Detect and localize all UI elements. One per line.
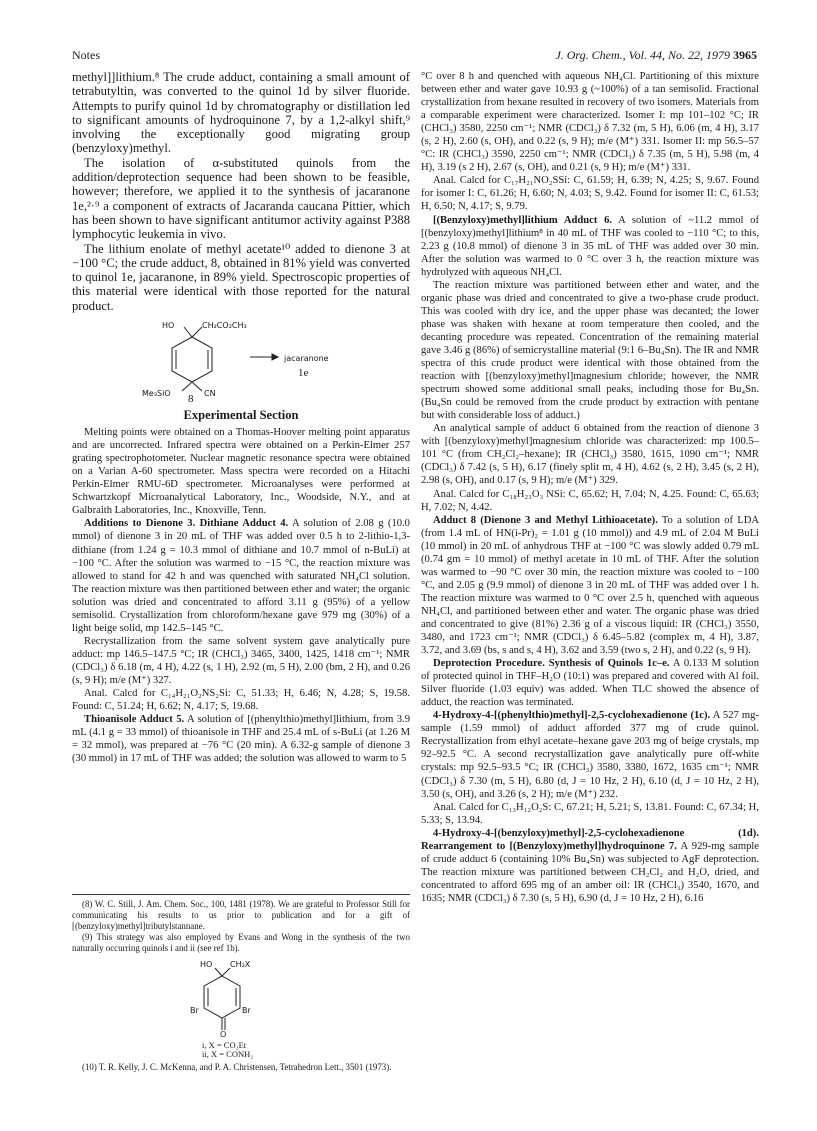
scheme-compound-8 [72, 317, 410, 406]
paragraph: Anal. Calcd for C₁₄H₂₁O₂NS₂Si: C, 51.33; H, 6.46; N, 4.28; S, 19.58. Found: C, 51.24; H, 6.62; N, 4.17; S, 19.68. [72, 688, 410, 713]
run-in-heading: 4-Hydroxy-4-[(phenylthio)methyl]-2,5-cyclohexadienone (1c). [433, 710, 711, 722]
running-head-left: Notes [72, 48, 100, 62]
paragraph: Deprotection Procedure. Synthesis of Quinols 1c–e. A 0.133 M solution of protected quinol in THF–H₂O (10:1) was prepared and covered with Al foil. Silver fluoride (1.03 equiv) was added. When TLC showed the absence of adduct, the reaction was terminated. [421, 658, 759, 709]
right-column [421, 70, 759, 905]
journal-citation: J. Org. Chem., Vol. 44, No. 22, 1979 [555, 48, 730, 62]
footnote-rule [72, 894, 410, 895]
footnote-structure [72, 958, 410, 1058]
compound-number: 8 [188, 393, 194, 406]
footnote: (8) W. C. Still, J. Am. Chem. Soc., 100, 1481 (1978). We are grateful to Professor Still for communicating his results to us prior to publication and for a gift of [(benzyloxy)methyl]tributylstannane. [72, 899, 410, 931]
section-title: Experimental Section [183, 408, 299, 423]
footnote: (9) This strategy was also employed by Evans and Wong in the synthesis of the two naturally occurring quinols i and ii (see ref 1b). [72, 932, 410, 954]
paragraph: The isolation of α-substituted quinols from the addition/deprotection sequence had been shown to be feasible, however; therefore, we applied it to the synthesis of jacaranone 1e,²·⁹ a component of extracts of Jacaranda caucana Pittier, which has been shown to have significant antitumor activity against P388 lymphocytic leukemia in vivo. [72, 155, 410, 242]
paragraph: 4-Hydroxy-4-[(benzyloxy)methyl]-2,5-cyclohexadienone (1d). Rearrangement to [(Benzyloxy)methyl]hydroquinone 7. A 929-mg sample of crude adduct 6 (containing 10% Bu₄Sn) was subjected to AgF deprotection. The reaction mixture was partitioned between CH₂Cl₂ and H₂O, dried, and concentrated to afford 695 mg of an amber oil: IR (CHCl₃) 3540, 1670, and 1635; NMR (CDCl₃) δ 7.30 (s, 5 H), 6.90 (d, J = 10 Hz, 2 H), 6.16 [421, 827, 760, 904]
paragraph: [(Benzyloxy)methyl]lithium Adduct 6. A solution of ~11.2 mmol of [(benzyloxy)methyl]lithium⁸ in 40 mL of THF was cooled to −110 °C; to this, 2.23 g (10.8 mmol) of dienone 3 in 35 mL of THF was added over 30 min. After the solution was warmed to 0 °C over 3 h, the reaction mixture was hydrolyzed with aqueous NH₄Cl. [421, 214, 760, 278]
product-name: jacaranone [284, 354, 329, 364]
product-number: 1e [298, 367, 309, 380]
run-in-heading: Adduct 8 (Dienone 3 and Methyl Lithioacetate). [433, 514, 658, 526]
paragraph: methyl]]lithium.⁸ The crude adduct, containing a small amount of tetrabutyltin, was converted to the quinol 1d by silver fluoride. Attempts to purify quinol 1d by chromatography or distillation led to significant amounts of hydroquinone 7, by a 1,2-alkyl shift,⁹ involving the exceptionally good migrating group (benzyloxy)methyl. [72, 70, 410, 156]
paragraph: Melting points were obtained on a Thomas-Hoover melting point apparatus and are uncorrected. Infrared spectra were obtained on a Perkin-Elmer 257 grating spectrophotometer. Nuclear magnetic resonance spectra were obtained on a Varian A-60 spectrometer. Mass spectra were recorded on a Hitachi Perkin-Elmer RMU-6D spectrometer. Microanalyses were performed at Schwartzkopf Microanalytical Laboratory, Inc., Woodside, N.Y., and at Galbraith Laboratories, Inc., Knoxville, Tenn. [72, 427, 410, 517]
paragraph: Additions to Dienone 3. Dithiane Adduct 4. A solution of 2.08 g (10.0 mmol) of dienone 3 in 20 mL of THF was added over 0.5 h to 2-lithio-1,3-dithiane (from 1.24 g = 10.3 mmol of dithiane and 10.7 mmol of n-BuLi) at −100 °C. After the solution was warmed to −15 °C, the reaction mixture was allowed to stand for 42 h and was quenched with saturated NH₄Cl solution. The reaction mixture was then partitioned between ether and water; the organic solution was dried and concentrated to afford 3.11 g (95%) of a yellow semisolid. Crystallization from chloroform/hexane gave 979 mg (30%) of a light beige solid, mp 142.5–145 °C. [72, 518, 410, 634]
paragraph: The lithium enolate of methyl acetate¹⁰ added to dienone 3 at −100 °C; the crude adduct, 8, obtained in 81% yield was converted to quinol 1e, jacaranone, in 89% yield. Spectroscopic properties of this material were identical with those reported for the natural product. [72, 241, 410, 313]
run-in-heading: Thioanisole Adduct 5. [84, 714, 185, 726]
label-ho: HO [162, 321, 175, 331]
page-number: 3965 [733, 48, 757, 62]
left-column [72, 70, 410, 765]
label-br: Br [190, 1005, 199, 1015]
paragraph: An analytical sample of adduct 6 obtained from the reaction of dienone 3 with [(benzyloxy)methyl]magnesium chloride was characterized: mp 100.5–101 °C (from CH₂Cl₂–hexane); IR (CHCl₃) 3580, 1615, 1090 cm⁻¹; NMR (CDCl₃) δ 7.42 (s, 5 H), 6.17 (finely split m, 4 H), 4.62 (s, 2 H), 3.45 (s, 2 H), 2.98 (s, OH), and 0.17 (s, 9 H); m/e (M⁺) 329. [421, 423, 759, 487]
run-in-heading: Deprotection Procedure. Synthesis of Quinols 1c–e. [433, 658, 670, 670]
run-in-heading: Additions to Dienone 3. Dithiane Adduct 4. [84, 518, 289, 530]
paragraph: Anal. Calcd for C₁₃H₁₂O₂S: C, 67.21; H, 5.21; S, 13.81. Found: C, 67.34; H, 5.33; S, 13.94. [421, 801, 759, 826]
label-substituent: CH₂CO₂CH₃ [202, 321, 247, 331]
footnote: (10) T. R. Kelly, J. C. McKenna, and P. A. Christensen, Tetrahedron Lett., 3501 (1973). [82, 1061, 392, 1072]
run-in-heading: 4-Hydroxy-4-[(benzyloxy)methyl]-2,5-cyclohexadienone (1d). Rearrangement to [(Benzyloxy)methyl]hydroquinone 7. [421, 827, 759, 852]
label-ii: ii, X = CONH₂ [202, 1048, 254, 1059]
label-ch2x: CH₂X [230, 959, 251, 969]
paragraph: °C over 8 h and quenched with aqueous NH₄Cl. Partitioning of this mixture between ether and water gave 10.93 g (~100%) of a tan semisolid. Fractional crystallization from hexane resulted in recovery of two isomers. Materials from a comparable experiment were characterized. Isomer I: mp 101–102 °C; IR (CHCl₃) 3580, 2250 cm⁻¹; NMR (CDCl₃) δ 7.32 (m, 5 H), 6.06 (m, 4 H), 3.17 (s, 2 H), 2.60 (s, OH), and 0.22 (s, 9 H); m/e (M⁺) 331. Isomer II: mp 56.5–57 °C: IR (CHCl₃) 3590, 2250 cm⁻¹; NMR (CDCl₃) δ 7.35 (m, 5 H), 5.98 (m, 4 H), 3.19 (s 2 H), 2.67 (s, OH), and 0.21 (s, 9 H); m/e (M⁺) 331. [421, 71, 759, 174]
paragraph: The reaction mixture was partitioned between ether and water, and the organic phase was dried and concentrated to give a two-phase crude product. This was cooled with dry ice, and the upper phase was decanted; the lower phase was shaken with hexane at room temperature then cooled, and the decanting procedure was repeated. Concentration of the remaining material gave 3.46 g (86%) of semicrystalline material (9:1 6–Bu₄Sn). The IR and NMR spectra of this crude product were identical with those obtained from the reaction with [(benzyloxy)methyl]magnesium chloride; however, the NMR spectrum showed some additional small peaks, including those for Bu₄Sn. (Bu₄Sn could be removed from the crude product by extraction with pentane but with considerable loss of adduct.) [421, 279, 759, 422]
paragraph: 4-Hydroxy-4-[(phenylthio)methyl]-2,5-cyclohexadienone (1c). A 527 mg-sample (1.59 mmol) of adduct afforded 377 mg of crude quinol. Recrystallization from ethyl acetate–hexane gave 203 mg of beige crystals, mp 92–92.5 °C. A second recrystallization gave analytically pure off-white crystals: mp 92.5–93.5 °C; IR (CHCl₃) 3580, 3380, 1672, 1635 cm⁻¹; NMR (CDCl₃) δ 7.30 (m, 5 H), 6.80 (d, J = 10 Hz, 2 H), 6.10 (d, J = 10 Hz, 2 H), 3.50 (s, OH), and 3.26 (s, 2 H); m/e (M⁺) 232. [421, 710, 759, 800]
label-o: O [220, 1029, 227, 1039]
label-silyl: Me₃SiO [142, 389, 171, 399]
paragraph: Anal. Calcd for C₁₇H₂₁NO₂SSi: C, 61.59; H, 6.39; N, 4.25; S, 9.67. Found for isomer I: C, 61.26; H, 6.60; N, 4.03; S, 9.42. Found for isomer II: C, 61.53; H, 6.50; N, 4.17; S, 9.79. [421, 175, 759, 213]
footnotes [72, 894, 410, 1074]
paragraph: Recrystallization from the same solvent system gave analytically pure adduct: mp 146.5–147.5 °C; IR (CHCl₃) 3465, 3400, 1425, 1418 cm⁻¹; NMR (CDCl₃) δ 6.18 (m, 4 H), 4.22 (s, 1 H), 2.92 (m, 5 H), 2.00 (bm, 2 H), and 0.26 (s, 9 H); m/e (M⁺) 327. [72, 635, 410, 686]
paragraph: Adduct 8 (Dienone 3 and Methyl Lithioacetate). To a solution of LDA (from 1.4 mL of HN(i-Pr)₂ = 1.01 g (10 mmol)) and 4.9 mL of 2.04 M BuLi (10 mmol) in 20 mL of anhydrous THF at −100 °C was slowly added 0.79 mL (0.74 gm = 10 mmol) of methyl acetate in 10 mL of THF. After the solution was warmed to −90 °C over 30 min, the reaction mixture was cooled to −100 °C, and 2.05 g (9.9 mmol) of dienone 3 in 20 mL of THF was added over 1 h. The reaction mixture was warmed to 0 °C over 2.5 h, quenched with aqueous NH₄Cl, and partitioned between ether and water. The organic phase was dried and concentrated to give (81%) 2.36 g of a viscous liquid: IR (CHCl₃) 3550, 3480, and 1723 cm⁻¹; NMR (CDCl₃) δ 6.45–5.82 (complex m, 4 H), 3.87, 3.72, and 3.69 (bs, s and s, 4 H), 3.62 and 3.59 (two s, 2 H), and 0.22 (s, 9 H). [421, 514, 759, 657]
label-br: Br [242, 1005, 251, 1015]
running-head-right [555, 48, 757, 63]
label-i: i, X = CO₂Et [202, 1039, 247, 1050]
label-ho: HO [200, 959, 213, 969]
run-in-heading: [(Benzyloxy)methyl]lithium Adduct 6. [433, 214, 613, 226]
paragraph: Anal. Calcd for C₁₈H₂₃O₃ NSi: C, 65.62; H, 7.04; N, 4.25. Found: C, 65.63; H, 7.02; N, 4.42. [421, 488, 759, 513]
label-cn: CN [204, 389, 216, 399]
paragraph: Thioanisole Adduct 5. A solution of [(phenylthio)methyl]lithium, from 3.9 mL (4.1 g = 33 mmol) of thioanisole in THF and 25.4 mL of s-BuLi (at 1.26 M = 32 mmol), was prepared at −76 °C (20 min). A 6.32-g sample of dienone 3 (30 mmol) in 17 mL of THF was added; the solution was allowed to warm to 5 [72, 714, 410, 765]
